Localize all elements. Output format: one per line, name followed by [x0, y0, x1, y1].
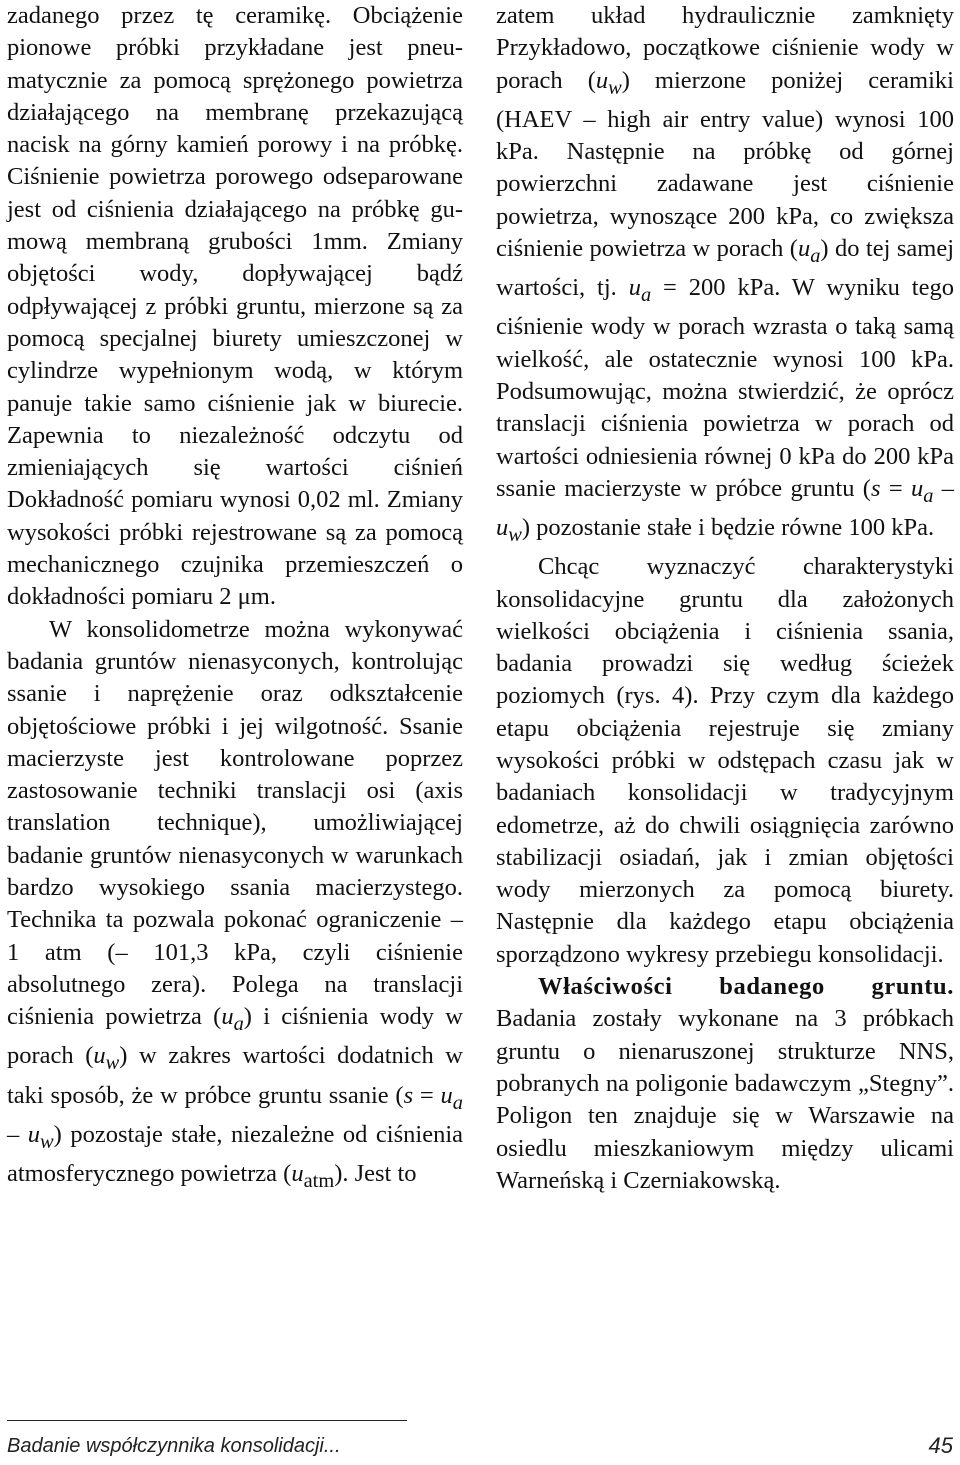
running-footer-title: Badanie współczynnika konsolidacji...	[7, 1435, 341, 1457]
paragraph-soil-properties: Właściwości badanego gruntu. Badania zostały wykonane na 3 próbkach gruntu o nienaruszonej strukturze NNS, pobranych na poligonie badawczym „Stegny”. Poligon ten znajduje się w Warszawie na osiedlu mieszkaniowym między ulicami Warneńską i Czerniakowską.	[496, 973, 954, 1194]
left-column	[7, 0, 463, 1197]
paragraph-axis-translation: W konsolidometrze można wykonywać badania gruntów nienasyconych, kontrolując ssanie i naprężenie oraz odkształcenie objętościowe próbki i jej wilgotność. Ssanie macierzyste jest kontrolowane poprzez zastosowanie techniki translacji osi (axis translation technique), umożliwiającej badanie gruntów nienasyconych w warunkach bardzo wysokiego ssania macierzystego. Technika ta pozwala pokonać ograniczenie – 1 atm (– 101,3 kPa, czyli ciśnienie absolutnego zera). Polega na translacji ciśnienia powietrza $(u_a)$ i ciśnienia wody w porach $(u_w)$ w zakres wartości dodatnich w taki sposób, że w próbce gruntu ssanie $(s = u_a - u_w)$ pozostaje stałe, niezależne od ciśnienia atmosferycznego powietrza $(u_{atm})$. Jest to	[7, 615, 464, 1192]
page-number: 45	[928, 1433, 953, 1458]
paragraph-apparatus-description: zadanego przez tę ceramikę. Obciążenie pionowe próbki przykładane jest pneumatycznie za pomocą sprężonego powietrza działającego na membranę przekazującą nacisk na górny kamień porowy i na próbkę. Ciśnienie powietrza porowego odseparowane jest od ciśnienia działającego na próbkę gumową membraną grubości 1mm. Zmiany objętości wody, dopływającej bądź odpływającej z próbki gruntu, mierzone są za pomocą specjalnej biurety umieszczonej w cylindrze wypełnionym wodą, w którym panuje takie samo ciśnienie jak w biurecie. Zapewnia to niezależność odczytu od zmieniających się wartości ciśnień Dokładność pomiaru wynosi 0,02 ml. Zmiany wysokości próbki rejestrowane są za pomocą mechanicznego czujnika przemieszczeń o dokładności pomiaru 2 μm.	[7, 2, 463, 611]
right-column	[496, 0, 954, 1197]
section-heading: Właściwości badanego gruntu.	[538, 973, 954, 1001]
footer-divider	[7, 1420, 407, 1421]
paragraph-pressure-example: zatem układ hydraulicznie zamknięty Przykładowo, początkowe ciśnienie wody w porach $(u_w)$ mierzone poniżej ceramiki (HAEV – high air entry value) wynosi 100 kPa. Następnie na próbkę od górnej powierzchni zadawane jest ciśnienie powietrza, wynoszące 200 kPa, co zwiększa ciśnienie powietrza w porach $(u_a)$ do tej samej wartości, tj. $u_a = 200$ kPa. W wyniku tego ciśnienie wody w porach wzrasta o taką samą wielkość, ale ostatecznie wynosi 100 kPa. Podsumowując, można stwierdzić, że oprócz translacji ciśnienia powietrza w porach od wartości odniesienia równej 0 kPa do 200 kPa ssanie macierzyste w próbce gruntu $(s = u_a - u_w)$ pozostanie stałe i będzie równe 100 kPa.	[496, 2, 954, 546]
paragraph-consolidation-method: Chcąc wyznaczyć charakterystyki konsolidacyjne gruntu dla założonych wielkości obciążenia i ciśnienia ssania, badania prowadzi się według ścieżek poziomych (rys. 4). Przy czym dla każdego etapu obciążenia rejestruje się zmiany wysokości próbki w odstępach czasu jak w badaniach konsolidacji w tradycyjnym edometrze, aż do chwili osiągnięcia zarówno stabilizacji osiadań, jak i zmian objętości wody mierzonych za pomocą biurety. Następnie dla każdego etapu obciążenia sporządzono wykresy przebiegu konsolidacji.	[496, 553, 954, 968]
